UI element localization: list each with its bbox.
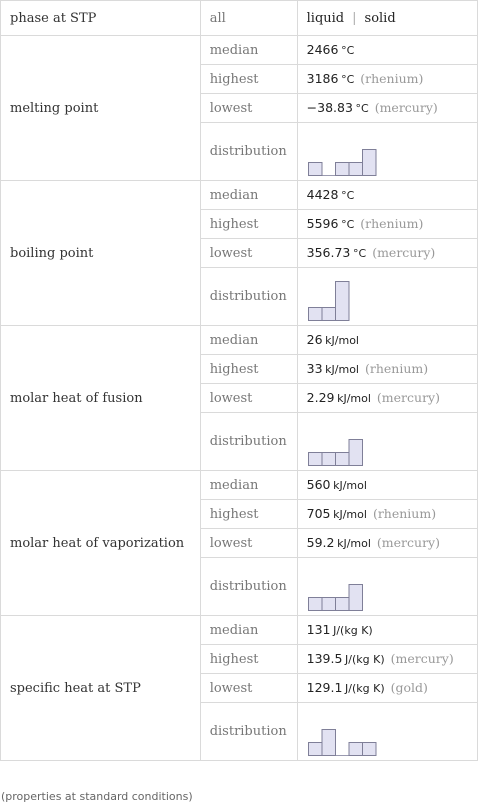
histogram-bar (335, 452, 349, 465)
lowest-label: lowest (200, 384, 297, 413)
histogram-bar (349, 162, 363, 175)
lowest-value: 356.73 (306, 245, 351, 260)
lowest-unit: J/(kg K) (345, 682, 385, 695)
highest-label: highest (200, 500, 297, 529)
median-unit: kJ/mol (325, 334, 359, 347)
median-label: median (200, 326, 297, 355)
highest-unit: °C (341, 218, 355, 231)
distribution-cell (297, 558, 477, 616)
histogram-bar (308, 597, 322, 610)
highest-element-note: (rhenium) (364, 361, 429, 376)
highest-unit: kJ/mol (325, 363, 359, 376)
distribution-histogram (307, 707, 379, 757)
lowest-value: 59.2 (306, 535, 335, 550)
lowest-label: lowest (200, 94, 297, 123)
distribution-label: distribution (200, 703, 297, 761)
highest-value-cell (297, 65, 477, 94)
median-value-cell (297, 36, 477, 65)
property-name: melting point (1, 36, 201, 181)
distribution-histogram (307, 272, 352, 322)
median-label: median (200, 36, 297, 65)
lowest-unit: kJ/mol (337, 537, 371, 550)
melting-point-median-row (1, 36, 478, 65)
distribution-histogram (307, 417, 365, 467)
footnote: (properties at standard conditions) (1, 790, 193, 803)
median-unit: °C (341, 189, 355, 202)
lowest-unit: kJ/mol (337, 392, 371, 405)
header-row (1, 1, 478, 36)
median-unit: J/(kg K) (333, 624, 373, 637)
histogram-bar (322, 307, 336, 320)
histogram-bar (322, 729, 336, 755)
lowest-element-note: (mercury) (372, 245, 436, 260)
highest-value-cell (297, 355, 477, 384)
lowest-value: −38.83 (306, 100, 353, 115)
lowest-unit: °C (353, 247, 367, 260)
highest-value: 705 (306, 506, 331, 521)
histogram-bar (362, 742, 376, 755)
highest-value: 3186 (306, 71, 339, 86)
highest-unit: J/(kg K) (345, 653, 385, 666)
header-phase-label: phase at STP (1, 1, 201, 36)
lowest-label: lowest (200, 674, 297, 703)
histogram-bar (322, 452, 336, 465)
distribution-cell (297, 413, 477, 471)
properties-body (1, 36, 478, 761)
highest-label: highest (200, 65, 297, 94)
lowest-unit: °C (355, 102, 369, 115)
median-value-cell (297, 616, 477, 645)
specific-heat-at-stp-median-row (1, 616, 478, 645)
median-value: 2466 (306, 42, 339, 57)
lowest-value-cell (297, 674, 477, 703)
histogram-bar (362, 149, 376, 175)
median-value-cell (297, 471, 477, 500)
highest-label: highest (200, 355, 297, 384)
median-label: median (200, 181, 297, 210)
distribution-cell (297, 268, 477, 326)
highest-value-cell (297, 210, 477, 239)
lowest-element-note: (mercury) (374, 100, 438, 115)
distribution-label: distribution (200, 558, 297, 616)
lowest-element-note: (mercury) (376, 390, 440, 405)
median-value-cell (297, 181, 477, 210)
header-separator: | (352, 10, 357, 26)
highest-value: 139.5 (306, 651, 343, 666)
histogram-bar (308, 452, 322, 465)
property-name: molar heat of vaporization (1, 471, 201, 616)
highest-value-cell (297, 500, 477, 529)
distribution-label: distribution (200, 123, 297, 181)
median-value: 4428 (306, 187, 339, 202)
histogram-bar (308, 162, 322, 175)
highest-label: highest (200, 645, 297, 674)
histogram-bar (335, 597, 349, 610)
lowest-label: lowest (200, 529, 297, 558)
property-name: boiling point (1, 181, 201, 326)
median-value: 560 (306, 477, 331, 492)
highest-value: 33 (306, 361, 323, 376)
lowest-value-cell (297, 384, 477, 413)
lowest-value: 2.29 (306, 390, 335, 405)
histogram-bar (335, 162, 349, 175)
highest-element-note: (rhenium) (372, 506, 437, 521)
histogram-bar (349, 742, 363, 755)
median-value: 131 (306, 622, 331, 637)
highest-element-note: (rhenium) (360, 216, 424, 231)
property-name: specific heat at STP (1, 616, 201, 761)
histogram-bar (308, 742, 322, 755)
highest-element-note: (rhenium) (360, 71, 424, 86)
highest-element-note: (mercury) (390, 651, 454, 666)
distribution-label: distribution (200, 413, 297, 471)
header-solid-label: solid (364, 10, 396, 26)
header-liquid-label: liquid (306, 10, 345, 26)
histogram-bar (308, 307, 322, 320)
histogram-bar (349, 439, 363, 465)
boiling-point-median-row (1, 181, 478, 210)
distribution-histogram (307, 562, 365, 612)
header-phase-values (297, 1, 477, 36)
distribution-cell (297, 123, 477, 181)
highest-unit: °C (341, 73, 355, 86)
lowest-element-note: (mercury) (376, 535, 440, 550)
distribution-cell (297, 703, 477, 761)
molar-heat-of-vaporization-median-row (1, 471, 478, 500)
lowest-label: lowest (200, 239, 297, 268)
property-name: molar heat of fusion (1, 326, 201, 471)
median-unit: kJ/mol (333, 479, 367, 492)
lowest-element-note: (gold) (390, 680, 428, 695)
median-label: median (200, 616, 297, 645)
histogram-bar (322, 597, 336, 610)
highest-unit: kJ/mol (333, 508, 367, 521)
lowest-value-cell (297, 529, 477, 558)
lowest-value-cell (297, 94, 477, 123)
median-label: median (200, 471, 297, 500)
distribution-label: distribution (200, 268, 297, 326)
histogram-bar (335, 281, 349, 320)
distribution-histogram (307, 127, 379, 177)
median-value-cell (297, 326, 477, 355)
header-all-label: all (200, 1, 297, 36)
lowest-value-cell (297, 239, 477, 268)
highest-value: 5596 (306, 216, 339, 231)
highest-value-cell (297, 645, 477, 674)
highest-label: highest (200, 210, 297, 239)
molar-heat-of-fusion-median-row (1, 326, 478, 355)
median-value: 26 (306, 332, 323, 347)
lowest-value: 129.1 (306, 680, 343, 695)
histogram-bar (349, 584, 363, 610)
median-unit: °C (341, 44, 355, 57)
